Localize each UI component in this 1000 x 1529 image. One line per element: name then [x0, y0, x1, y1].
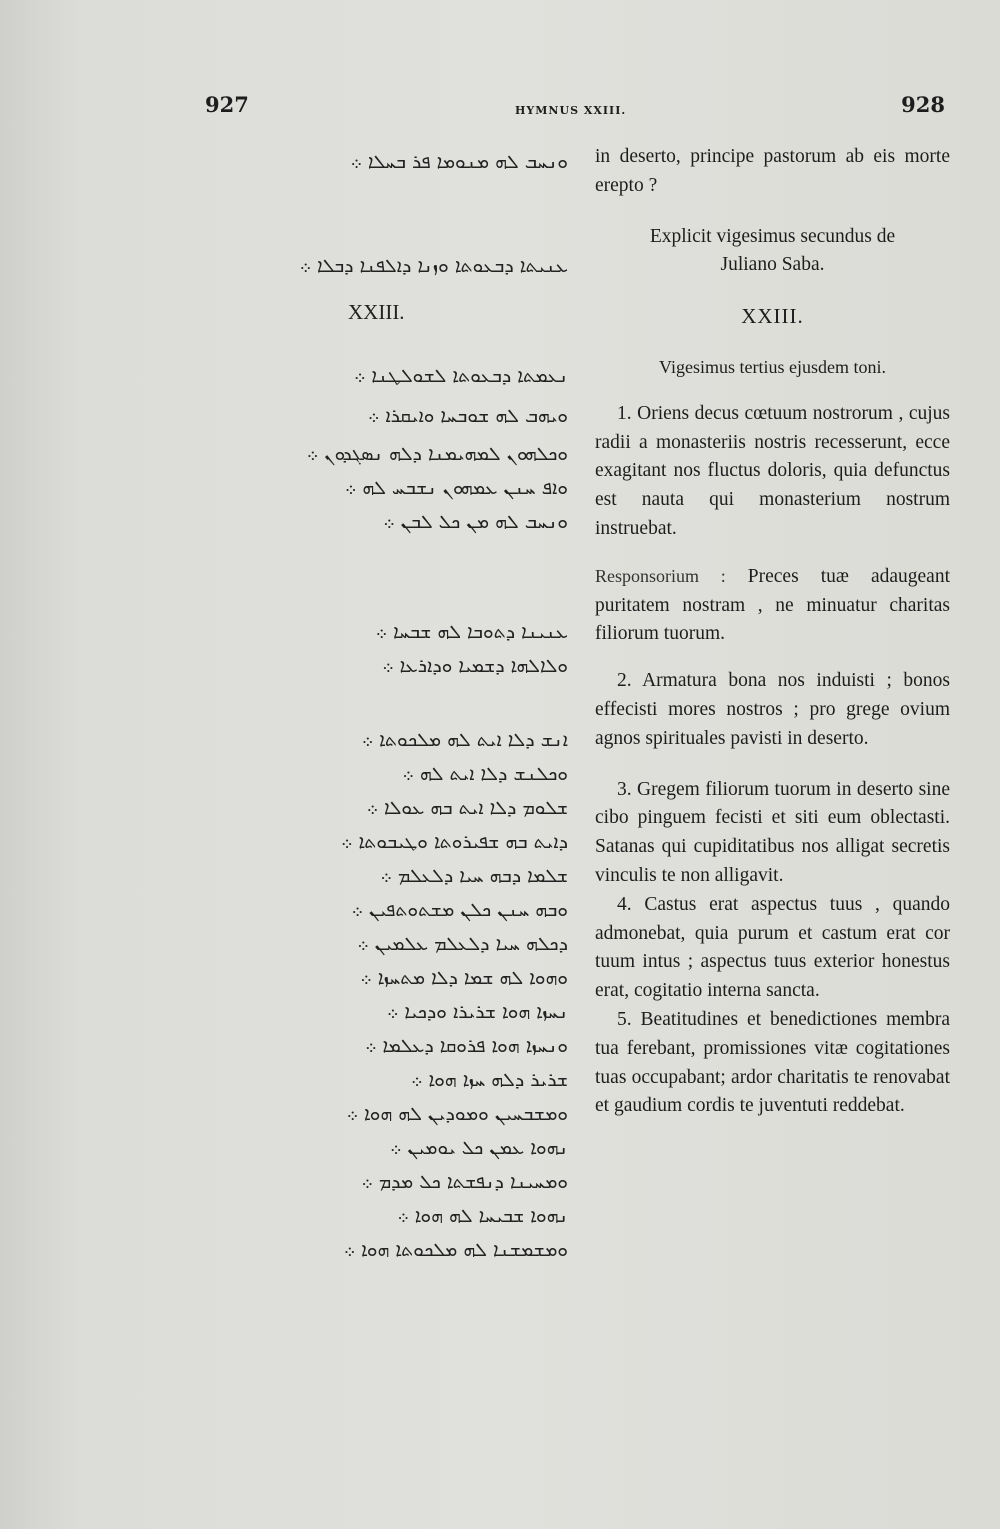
syriac-line: ܫܪܝܪ ܕܠܗ ܚܙܐ ܗܘܐ ܀: [411, 1069, 568, 1091]
syriac-line: ܥܢܝܢܐ ܕܬܘܒܐ ܠܗ ܫܒܚܐ ܀: [375, 621, 568, 643]
explicit-line-1: Explicit vigesimus secundus de: [649, 225, 896, 247]
responsorium-text: Preces tuæ adaugeant puritatem nostram , ne minuatur charitas filiorum tuorum.: [595, 565, 950, 645]
syriac-line: ܕܟܠܗ ܚܝܐ ܕܠܥܠܡ ܥܠܡܝܢ ܀: [357, 933, 568, 955]
syriac-line: ܢܥܡܬܐ ܕܒܥܘܬܐ ܠܫܘܠܛܢܐ ܀: [353, 365, 568, 387]
latin-intro-text: in deserto, principe pastorum ab eis morte erepto ?: [595, 146, 950, 196]
syriac-line: ܐܢܫ ܕܠܐ ܐܝܬ ܠܗ ܡܠܟܘܬܐ ܀: [361, 729, 568, 751]
left-page-number: 927: [205, 92, 249, 117]
syriac-line: ܘܢܚܒ ܠܗ ܡܢܘܡܐ ܦܪ ܒܚܠܐ ܀: [350, 151, 568, 173]
syriac-text-column: [208, 140, 568, 1290]
explicit-line-2: Juliano Saba.: [720, 254, 825, 276]
syriac-line: ܕܐܝܬ ܒܗ ܫܦܝܪܘܬܐ ܘܛܝܒܘܬܐ ܀: [341, 831, 568, 853]
stanza-4: 4. Castus erat aspectus tuus , quando admonebat, quia purum et castum erat cor tuum intus ; aspectus tuus exterior honestus erat, cogitatio interna sancta.: [595, 893, 950, 1002]
stanza-2: 2. Armatura bona nos induisti ; bonos effecisti mores nostros ; pro grege ovium agnos spirituales pavisti in deserto.: [595, 670, 950, 749]
stanza-1: 1. Oriens decus cœtuum nostrorum , cujus radii a monasteriis nostris recesserunt, ecce exagitant nos fluctus doloris, quia defunctus est nauta qui monasterium nostrum instruebat.: [595, 402, 950, 539]
syriac-line: ܥܢܝܬܐ ܕܒܥܘܬܐ ܘܙܢܐ ܕܐܠܦܢܐ ܕܒܠܐ ܀: [299, 255, 568, 277]
latin-text-column: [595, 143, 950, 1121]
responsorium: [595, 562, 950, 649]
stanza-5: 5. Beatitudines et benedictiones membra tua ferebant, promissiones vitæ cogitationes tuas occupabant; ardor charitatis te renovabat et gaudium cordis te juventuti reddebat.: [595, 1008, 950, 1117]
syriac-line: ܘܢܚܒ ܠܗ ܡܢ ܟܠ ܠܒܢ ܀: [383, 511, 568, 533]
syriac-line: ܘܡܫܒܚܝܢ ܘܡܘܕܝܢ ܠܗ ܗܘܐ ܀: [346, 1103, 568, 1125]
syriac-line: ܘܢܚܙܐ ܗܘܐ ܦܪܘܩܐ ܕܥܠܡܐ ܀: [365, 1035, 568, 1057]
syriac-line: ܘܝܗܒ ܠܗ ܫܘܒܚܐ ܘܐܝܩܪܐ ܀: [367, 405, 568, 427]
syriac-line: ܘܡܚܝܢܐ ܕܢܦܫܬܐ ܟܠ ܡܕܡ ܀: [361, 1171, 568, 1193]
syriac-line: ܢܗܘܐ ܥܡܢ ܟܠ ܝܘܡܝܢ ܀: [390, 1137, 568, 1159]
right-page-number: 928: [901, 92, 945, 117]
syriac-line: ܢܚܙܐ ܗܘܐ ܫܪܝܪܐ ܘܕܟܝܐ ܀: [386, 1001, 568, 1023]
syriac-line: ܘܟܠܗܘܢ ܠܡܗܝܡܢܐ ܕܠܗ ܢܣܓܕܘܢ ܀: [306, 443, 568, 465]
stanza-3: 3. Gregem filiorum tuorum in deserto sine cibo pinguem fecisti et siti eum oblectasti. Satanas qui cupiditatibus nos alligat secretis vinculis te non alligavit.: [595, 778, 950, 886]
syriac-line: ܢܗܘܐ ܫܒܝܚܐ ܠܗ ܗܘܐ ܀: [397, 1205, 568, 1227]
syriac-line: ܫܠܡܐ ܕܒܗ ܚܝܐ ܕܠܥܠܡ ܀: [380, 865, 568, 887]
syriac-line: ܫܠܘܡ ܕܠܐ ܐܝܬ ܒܗ ܥܘܠܐ ܀: [366, 797, 568, 819]
syriac-line: ܘܠܐܠܗܐ ܕܫܡܝܐ ܘܕܐܪܥܐ ܀: [382, 655, 568, 677]
syriac-line: ܘܐܦ ܚܢܢ ܥܡܗܘܢ ܢܫܒܚ ܠܗ ܀: [344, 477, 568, 499]
syriac-hymn-heading: XXIII.: [348, 300, 405, 324]
page-header: [205, 92, 945, 132]
responsorium-label: Responsorium :: [595, 565, 726, 586]
syriac-line: ܘܡܫܡܫܢܐ ܠܗ ܡܠܟܘܬܐ ܗܘܐ ܀: [343, 1239, 568, 1261]
running-head: HYMNUS XXIII.: [515, 104, 627, 117]
syriac-line: ܘܗܘܐ ܠܗ ܫܡܐ ܕܠܐ ܡܬܚܙܐ ܀: [360, 967, 568, 989]
syriac-line: ܘܒܗ ܚܢܢ ܟܠܢ ܡܫܬܘܬܦܝܢ ܀: [351, 899, 568, 921]
syriac-line: ܘܟܠܢܫ ܕܠܐ ܐܝܬ ܠܗ ܀: [402, 763, 568, 785]
hymn-heading: XXIII.: [741, 304, 804, 329]
hymn-subtitle: Vigesimus tertius ejusdem toni.: [659, 356, 886, 377]
